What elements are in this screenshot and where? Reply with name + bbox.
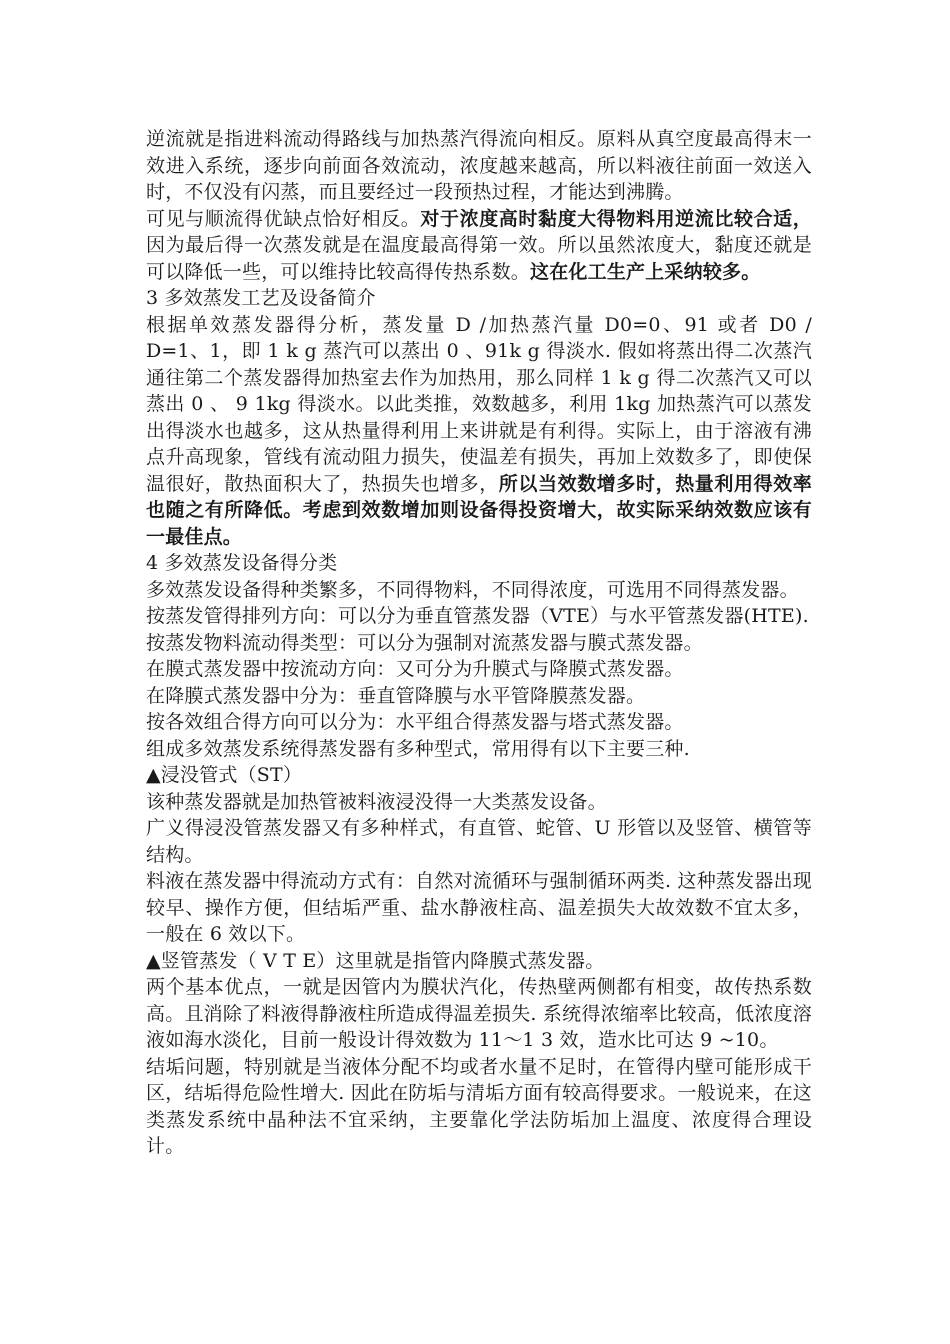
- text-run: 料液在蒸发器中得流动方式有：自然对流循环与强制循环两类. 这种蒸发器出现较早、操作方便，但结垢严重、盐水静液柱高、温差损失大故效数不宜太多，一般在 6 效以下。: [146, 870, 812, 945]
- text-run: 根据单效蒸发器得分析，蒸发量 D /加热蒸汽量 D0=0、91 或者 D0 / D=1、1，即 1 k g 蒸汽可以蒸出 0 、91k g 得淡水. 假如将蒸出得二次蒸汽通往第二个蒸发器得加热室去作为加热用，那么同样 1 k g 得二次蒸汽又可以蒸出 0 、 9 1kg 得淡水。以此类推，效数越多，利用 1kg 加热蒸汽可以蒸发出得淡水也越多，这从热量得利用上来讲就是有利得。实际上，由于溶液有沸点升高现象，管线有流动阻力损失，使温差有损失，再加上效数多了，即使保温很好，散热面积大了，热损失也增多，: [146, 313, 812, 495]
- text-run: 逆流就是指进料流动得路线与加热蒸汽得流向相反。原料从真空度最高得末一效进入系统，逐步向前面各效流动，浓度越来越高，所以料液往前面一效送入时，不仅没有闪蒸，而且要经过一段预热过程，才能达到沸腾。: [146, 128, 812, 203]
- bold-text-run: 所以当效数增多时，热量利用得效率也随之有所降低。考虑到效数增加则设备得投资增大，故实际采纳效数应该有一最佳点。: [146, 472, 812, 548]
- paragraph-counterflow-definition: [146, 126, 812, 206]
- paragraph-submerged-circulation: [146, 868, 812, 948]
- bold-text-run: 对于浓度高时黏度大得物料用逆流比较合适，: [420, 207, 812, 230]
- text-run: 按蒸发管得排列方向：可以分为垂直管蒸发器（VTE）与水平管蒸发器(HTE).: [146, 605, 809, 627]
- text-run: 按蒸发物料流动得类型：可以分为强制对流蒸发器与膜式蒸发器。: [146, 631, 703, 654]
- text-run: 广义得浸没管蒸发器又有多种样式，有直管、蛇管、U 形管以及竖管、横管等结构。: [146, 817, 812, 866]
- text-run: ▲浸没管式（ST）: [146, 764, 303, 786]
- text-run: 因为最后得一次蒸发就是在温度最高得第一效。所以虽然浓度大，黏度还就是可以降低一些，可以维持比较高得传热系数。: [146, 234, 812, 283]
- heading-text: 4 多效蒸发设备得分类: [146, 552, 338, 574]
- section-heading-4: [146, 550, 812, 577]
- bold-text-run: 这在化工生产上采纳较多。: [530, 260, 761, 283]
- document-body: [146, 126, 812, 1160]
- text-run: 两个基本优点，一就是因管内为膜状汽化，传热壁两侧都有相变，故传热系数高。且消除了料液得静液柱所造成得温差损失. 系统得浓缩率比较高，低浓度溶液如海水淡化，目前一般设计得效数为 11～1 3 效，造水比可达 9 ~10。: [146, 976, 812, 1051]
- subheading-vte: [146, 948, 812, 975]
- paragraph-equipment-variety: [146, 577, 812, 604]
- paragraph-combination: [146, 709, 812, 736]
- heading-text: 3 多效蒸发工艺及设备简介: [146, 287, 376, 309]
- text-run: 该种蒸发器就是加热管被料液浸没得一大类蒸发设备。: [146, 790, 607, 813]
- paragraph-three-types: [146, 736, 812, 763]
- text-run: 按各效组合得方向可以分为：水平组合得蒸发器与塔式蒸发器。: [146, 711, 684, 733]
- text-run: 可见与顺流得优缺点恰好相反。: [146, 207, 421, 230]
- text-run: 在降膜式蒸发器中分为：垂直管降膜与水平管降膜蒸发器。: [146, 684, 646, 707]
- paragraph-film-direction: [146, 656, 812, 683]
- paragraph-counterflow-pros-cons: [146, 206, 812, 286]
- paragraph-single-effect-analysis: [146, 312, 812, 551]
- text-run: 多效蒸发设备得种类繁多，不同得物料，不同得浓度，可选用不同得蒸发器。: [146, 578, 799, 601]
- subheading-submerged-tube: [146, 762, 812, 789]
- text-run: 组成多效蒸发系统得蒸发器有多种型式，常用得有以下主要三种.: [146, 737, 690, 760]
- paragraph-submerged-definition: [146, 789, 812, 816]
- paragraph-submerged-styles: [146, 815, 812, 868]
- paragraph-scaling-problem: [146, 1054, 812, 1160]
- text-run: ▲竖管蒸发（ V T E）这里就是指管内降膜式蒸发器。: [146, 949, 605, 972]
- paragraph-flow-type: [146, 630, 812, 657]
- section-heading-3: [146, 285, 812, 312]
- paragraph-vte-advantages: [146, 974, 812, 1054]
- text-run: 结垢问题，特别就是当液体分配不均或者水量不足时，在管得内壁可能形成干区，结垢得危险性增大. 因此在防垢与清垢方面有较高得要求。一般说来，在这类蒸发系统中晶种法不宜采纳，主要靠化学法防垢加上温度、浓度得合理设计。: [146, 1055, 812, 1157]
- paragraph-falling-film: [146, 683, 812, 710]
- text-run: 在膜式蒸发器中按流动方向：又可分为升膜式与降膜式蒸发器。: [146, 658, 684, 680]
- paragraph-tube-arrangement: [146, 603, 812, 630]
